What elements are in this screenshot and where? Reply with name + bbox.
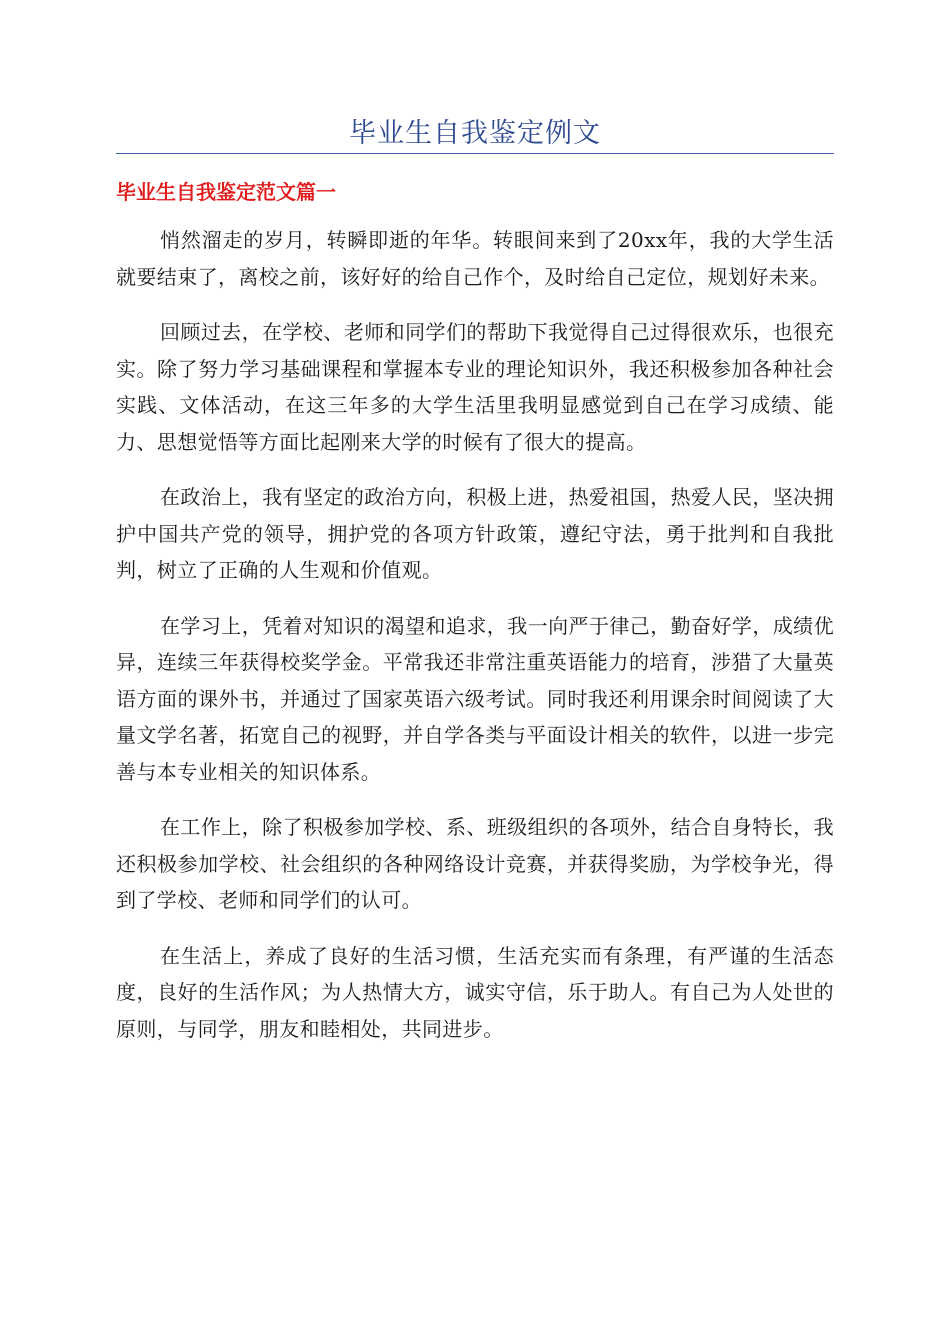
document-title: 毕业生自我鉴定例文 bbox=[349, 118, 601, 149]
paragraph: 悄然溜走的岁月，转瞬即逝的年华。转眼间来到了20xx年，我的大学生活就要结束了，离校之前，该好好的给自己作个，及时给自己定位，规划好未来。 bbox=[116, 228, 834, 289]
paragraph: 在学习上，凭着对知识的渴望和追求，我一向严于律己，勤奋好学，成绩优异，连续三年获得校奖学金。平常我还非常注重英语能力的培育，涉猎了大量英语方面的课外书，并通过了国家英语六级考试。同时我还利用课余时间阅读了大量文学名著，拓宽自己的视野，并自学各类与平面设计相关的软件，以进一步完善与本专业相关的知识体系。 bbox=[116, 613, 834, 784]
section-heading: 毕业生自我鉴定范文篇一 bbox=[116, 180, 336, 204]
paragraph: 回顾过去，在学校、老师和同学们的帮助下我觉得自己过得很欢乐，也很充实。除了努力学习基础课程和掌握本专业的理论知识外，我还积极参加各种社会实践、文体活动，在这三年多的大学生活里我明显感觉到自己在学习成绩、能力、思想觉悟等方面比起刚来大学的时候有了很大的提高。 bbox=[116, 320, 834, 454]
document-body bbox=[116, 222, 834, 1066]
paragraph: 在生活上，养成了良好的生活习惯，生活充实而有条理，有严谨的生活态度，良好的生活作风；为人热情大方，诚实守信，乐于助人。有自己为人处世的原则，与同学，朋友和睦相处，共同进步。 bbox=[116, 943, 834, 1041]
paragraph: 在工作上，除了积极参加学校、系、班级组织的各项外，结合自身特长，我还积极参加学校、社会组织的各种网络设计竞赛，并获得奖励，为学校争光，得到了学校、老师和同学们的认可。 bbox=[116, 815, 834, 912]
title-underline bbox=[116, 153, 834, 154]
paragraph: 在政治上，我有坚定的政治方向，积极上进，热爱祖国，热爱人民，坚决拥护中国共产党的领导，拥护党的各项方针政策，遵纪守法，勇于批判和自我批判，树立了正确的人生观和价值观。 bbox=[116, 485, 834, 582]
